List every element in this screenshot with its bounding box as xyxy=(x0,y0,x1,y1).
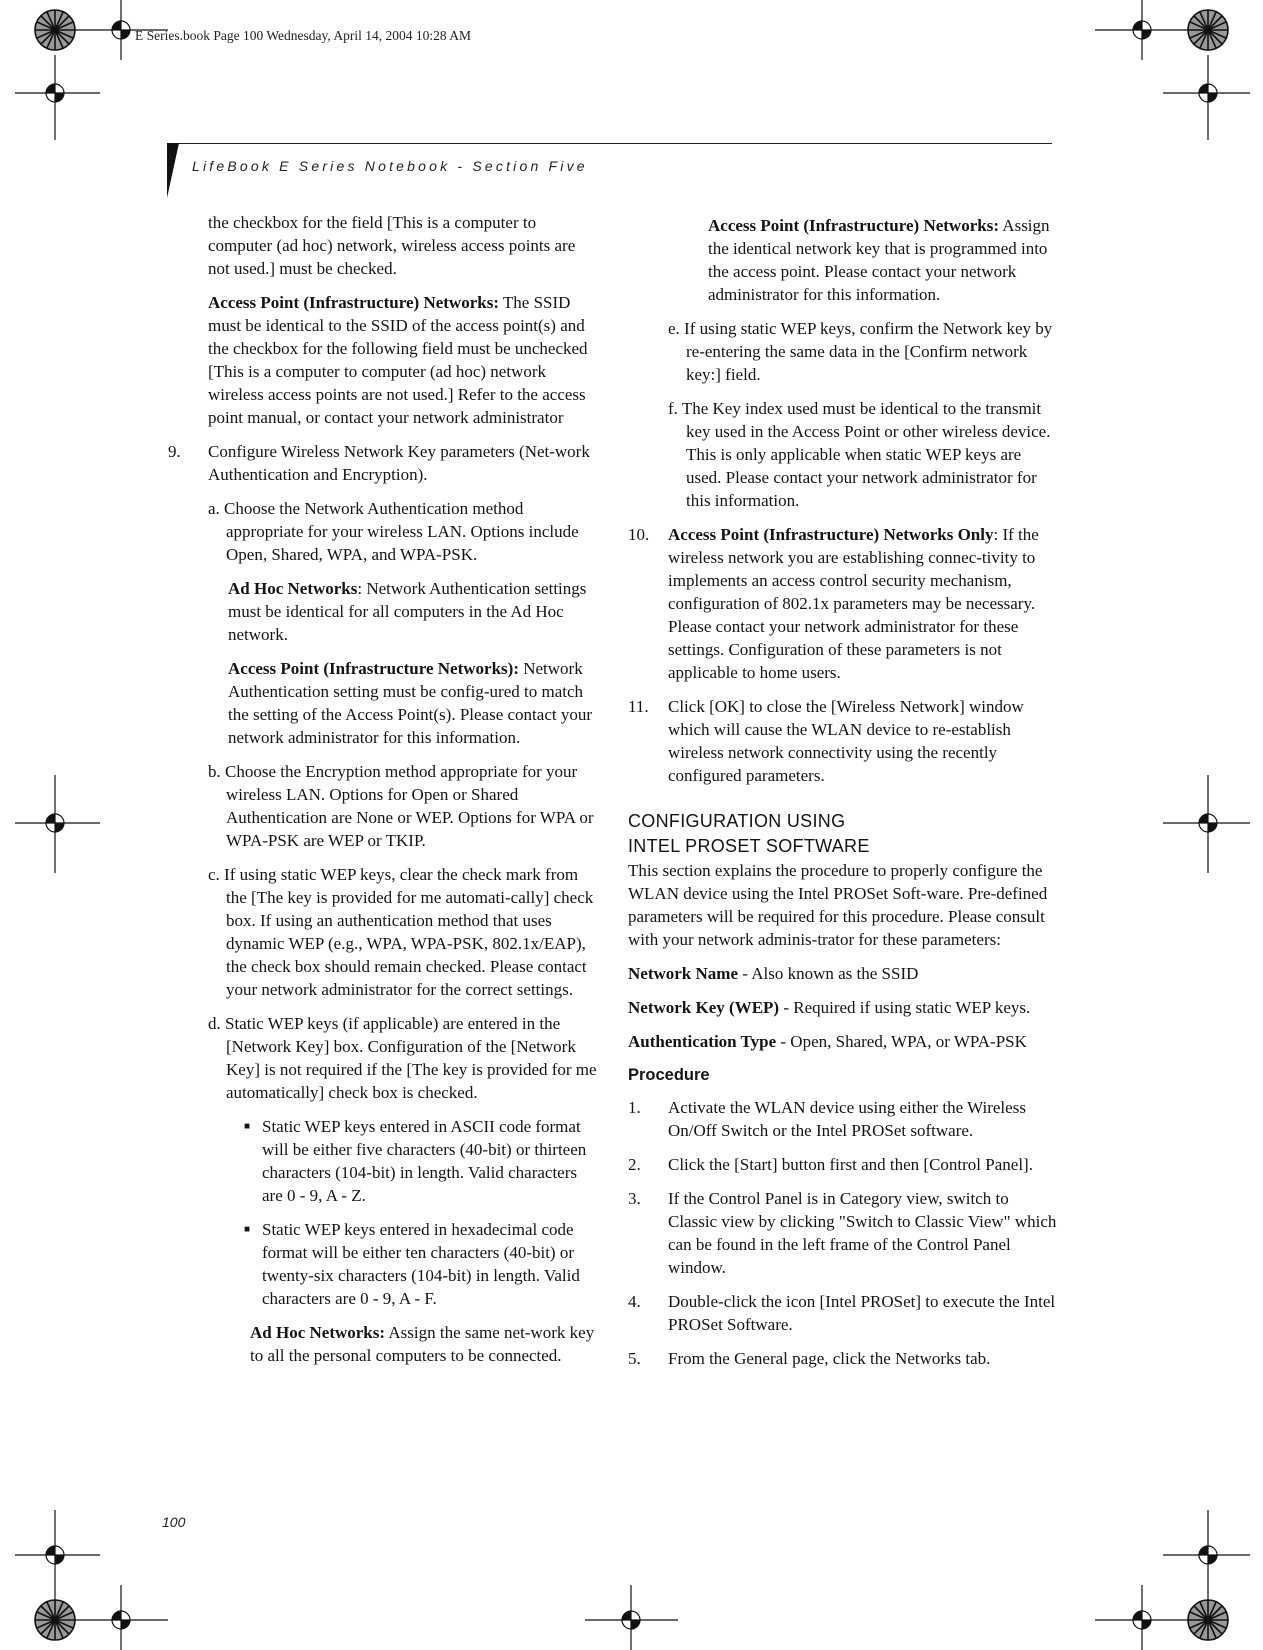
section-heading xyxy=(628,809,1058,859)
running-header: LifeBook E Series Notebook - Section Five xyxy=(192,158,588,174)
crosshair-mark-icon xyxy=(1163,775,1250,873)
param-text: - Also known as the SSID xyxy=(738,964,919,983)
square-bullet-icon: ■ xyxy=(244,1121,251,1132)
ap-key-text: Assign the identical network key that is programmed into the access point. Please contact your network administrator for this information. xyxy=(708,216,1050,304)
step-item xyxy=(628,1187,1058,1279)
param-label: Authentication Type xyxy=(628,1032,777,1051)
ap-network-paragraph xyxy=(208,291,600,429)
list-text: Configure Wireless Network Key parameters (Net-work Authentication and Encryption). xyxy=(208,442,590,484)
step-text: From the General page, click the Networks tab. xyxy=(668,1349,991,1368)
adhoc-key-paragraph xyxy=(250,1321,600,1367)
adhoc-auth-label: Ad Hoc Networks xyxy=(228,579,358,598)
ap-auth-text: Network Authentication setting must be config-ured to match the setting of the Access Point(s). Please contact your network administrator for this information. xyxy=(228,659,592,747)
section-heading-line: CONFIGURATION USING xyxy=(628,811,846,831)
starburst-mark-icon xyxy=(35,1600,75,1640)
header-tab-icon xyxy=(167,143,181,199)
list-text xyxy=(668,523,1058,684)
ap-auth-paragraph xyxy=(228,657,600,749)
list-item-9 xyxy=(168,440,600,486)
step-number: 5. xyxy=(628,1349,641,1368)
starburst-mark-icon xyxy=(1188,1600,1228,1640)
step-text: Click the [Start] button first and then [Control Panel]. xyxy=(668,1155,1033,1174)
starburst-mark-icon xyxy=(1188,10,1228,50)
adhoc-key-label: Ad Hoc Networks: xyxy=(250,1323,386,1342)
step-item xyxy=(628,1153,1058,1176)
starburst-mark-icon xyxy=(35,10,75,50)
ap-key-paragraph xyxy=(708,214,1058,306)
intro-paragraph: This section explains the procedure to properly configure the WLAN device using the Intel PROSet Soft-ware. Pre-defined parameters will be required for this procedure. Please consult with your network adminis-trator for these parameters: xyxy=(628,861,1048,949)
list-item-10 xyxy=(628,523,1058,684)
step-item xyxy=(628,1290,1058,1336)
list-number: 10. xyxy=(628,525,650,544)
list-text: Click [OK] to close the [Wireless Network] window which will cause the WLAN device to re-establish wireless network connectivity using the recently configured parameters. xyxy=(668,697,1024,785)
list-number: 11. xyxy=(628,697,649,716)
procedure-heading: Procedure xyxy=(628,1066,710,1084)
param-auth-type xyxy=(628,1030,1058,1053)
adhoc-auth-paragraph xyxy=(228,577,600,646)
right-column xyxy=(628,214,1058,1381)
step-number: 3. xyxy=(628,1189,641,1208)
step-number: 2. xyxy=(628,1155,641,1174)
step-number: 1. xyxy=(628,1098,641,1117)
param-network-key xyxy=(628,996,1058,1019)
square-bullet-icon: ■ xyxy=(244,1224,251,1235)
ap-auth-label: Access Point (Infrastructure Networks): xyxy=(228,659,519,678)
sub-item-e: e. If using static WEP keys, confirm the Network key by re-entering the same data in the [Confirm network key:] field. xyxy=(668,319,1053,384)
page-number: 100 xyxy=(162,1514,186,1530)
step-item xyxy=(628,1096,1058,1142)
bullet-text: Static WEP keys entered in ASCII code format will be either five characters (40-bit) or thirteen characters (104-bit) in length. Valid characters are 0 - 9, A - Z. xyxy=(262,1117,587,1205)
sub-item-a: a. Choose the Network Authentication method appropriate for your wireless LAN. Options include Open, Shared, WPA, and WPA-PSK. xyxy=(208,499,579,564)
param-text: - Required if using static WEP keys. xyxy=(779,998,1031,1017)
param-text: - Open, Shared, WPA, or WPA-PSK xyxy=(776,1032,1027,1051)
item10-label: Access Point (Infrastructure) Networks Only xyxy=(668,525,994,544)
param-label: Network Key (WEP) xyxy=(628,998,780,1017)
ap-key-label: Access Point (Infrastructure) Networks: xyxy=(708,216,999,235)
sub-item-f: f. The Key index used must be identical to the transmit key used in the Access Point or other wireless device. This is only applicable when static WEP keys are used. Please contact your network administrator for this information. xyxy=(668,399,1051,510)
param-label: Network Name xyxy=(628,964,738,983)
crosshair-mark-icon xyxy=(75,1585,168,1650)
bullet-item xyxy=(244,1218,600,1310)
item10-text: : If the wireless network you are establishing connec-tivity to implements an access control security mechanism, configuration of 802.1x parameters may be necessary. Please contact your network administrator for these settings. Configuration of these parameters is not applicable to home users. xyxy=(668,525,1039,682)
section-heading-line: INTEL PROSET SOFTWARE xyxy=(628,836,870,856)
step-text: Double-click the icon [Intel PROSet] to execute the Intel PROSet Software. xyxy=(668,1292,1056,1334)
header-rule xyxy=(168,143,1052,144)
adhoc-key-text: Assign the same net-work key to all the personal computers to be connected. xyxy=(250,1323,595,1365)
sub-item-c: c. If using static WEP keys, clear the check mark from the [The key is provided for me automati-cally] check box. If using an authentication method that uses dynamic WEP (e.g., WPA, WPA-PSK, 802.1x/EAP), the check box should remain checked. Please contact your network administrator for the correct settings. xyxy=(208,865,594,999)
list-number: 9. xyxy=(168,442,181,461)
step-number: 4. xyxy=(628,1292,641,1311)
continued-paragraph: the checkbox for the field [This is a computer to computer (ad hoc) network, wireless access points are not used.] must be checked. xyxy=(208,213,576,278)
crosshair-mark-icon xyxy=(1163,55,1250,140)
list-item-11 xyxy=(628,695,1058,787)
sub-item-d: d. Static WEP keys (if applicable) are entered in the [Network Key] box. Configuration of the [Network Key] is not required if the [The key is provided for me automatically] check box is checked. xyxy=(208,1014,597,1102)
sub-item-b: b. Choose the Encryption method appropriate for your wireless LAN. Options for Open or Shared Authentication are None or WEP. Options for WPA or WPA-PSK are WEP or TKIP. xyxy=(208,762,594,850)
ap-network-text: The SSID must be identical to the SSID of the access point(s) and the checkbox for the following field must be unchecked [This is a computer to computer (ad hoc) network wireless access points are not used.] Refer to the access point manual, or contact your network administrator xyxy=(208,293,588,427)
adhoc-auth-text: : Network Authentication settings must be identical for all computers in the Ad Hoc network. xyxy=(228,579,587,644)
left-column xyxy=(168,211,600,1378)
step-item xyxy=(628,1347,1058,1370)
ap-network-label: Access Point (Infrastructure) Networks: xyxy=(208,293,499,312)
crosshair-mark-icon xyxy=(585,1585,678,1650)
bullet-item xyxy=(244,1115,600,1207)
bullet-text: Static WEP keys entered in hexadecimal code format will be either ten characters (40-bit) or twenty-six characters (104-bit) in length. Valid characters are 0 - 9, A - F. xyxy=(262,1220,580,1308)
print-slug: E Series.book Page 100 Wednesday, April 14, 2004 10:28 AM xyxy=(135,28,472,43)
step-text: Activate the WLAN device using either the Wireless On/Off Switch or the Intel PROSet software. xyxy=(668,1098,1026,1140)
param-network-name xyxy=(628,962,1058,985)
step-text: If the Control Panel is in Category view, switch to Classic view by clicking "Switch to Classic View" which can be found in the left frame of the Control Panel window. xyxy=(668,1189,1057,1277)
